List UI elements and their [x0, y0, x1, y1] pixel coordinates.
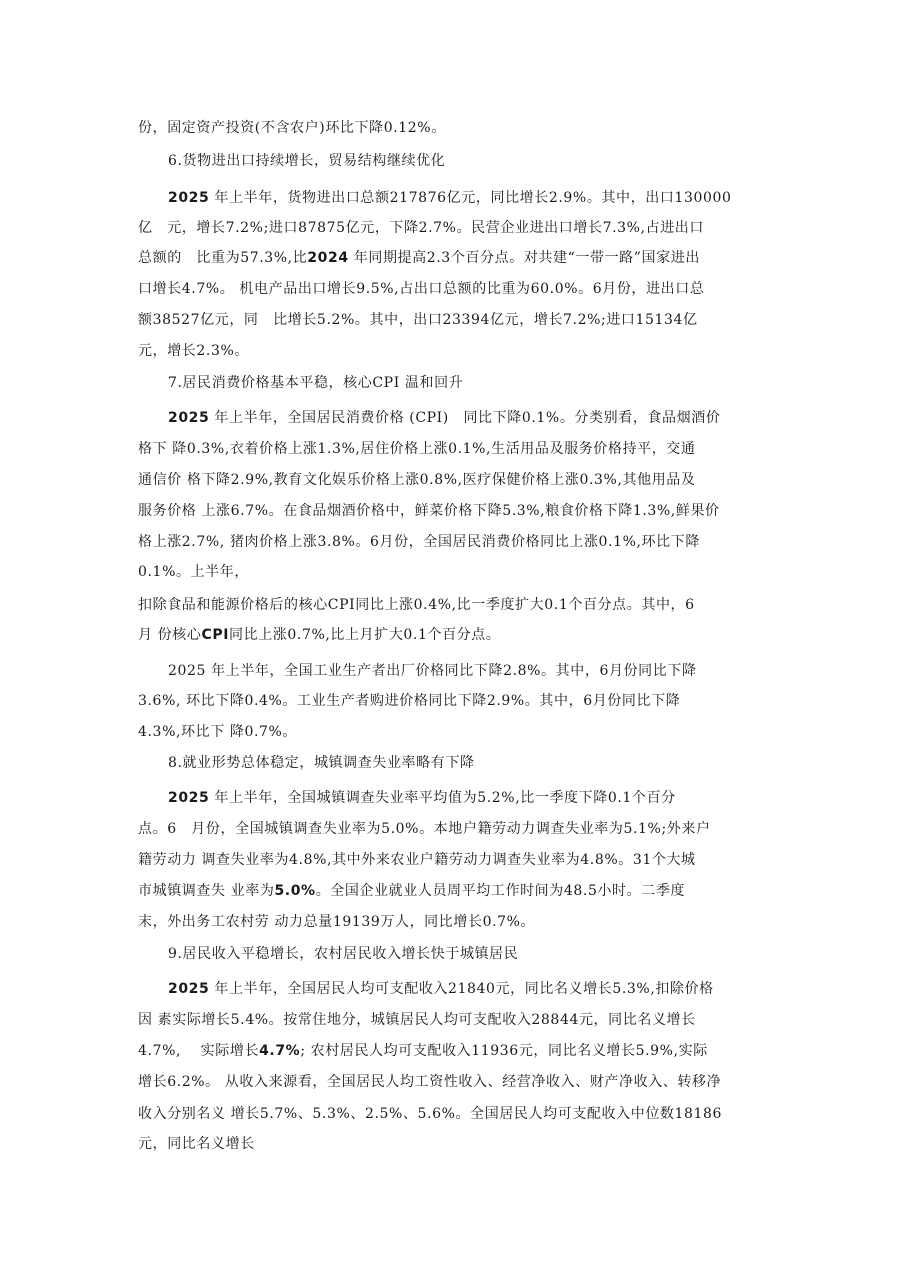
- rate-bold: 4.7%: [259, 1043, 301, 1059]
- paragraph-line: 元，同比名义增长: [138, 1136, 255, 1152]
- paragraph-line: 格上涨2.7%, 猪肉价格上涨3.8%。6月份，全国居民消费价格同比上涨0.1%,环比下降: [138, 534, 700, 550]
- paragraph-line: 2025 年上半年，全国居民人均可支配收入21840元，同比名义增长5.3%,扣除价格: [168, 981, 714, 997]
- paragraph-line: 2025 年上半年，货物进出口总额217876亿元，同比增长2.9%。其中，出口130000: [168, 190, 732, 206]
- paragraph-line: 籍劳动力 调查失业率为4.8%,其中外来农业户籍劳动力调查失业率为4.8%。31个大城: [138, 852, 696, 868]
- paragraph-line: 4.3%,环比下 降0.7%。: [138, 724, 298, 740]
- section-heading: 8.就业形势总体稳定，城镇调查失业率略有下降: [168, 755, 475, 771]
- year-bold: 2025: [168, 410, 210, 426]
- paragraph-line: 2025 年上半年，全国工业生产者出厂价格同比下降2.8%。其中，6月份同比下降: [168, 663, 697, 679]
- paragraph-line: 市城镇调查失 业率为5.0%。全国企业就业人员周平均工作时间为48.5小时。二季度: [138, 883, 686, 899]
- year-bold: 2025: [168, 790, 210, 806]
- paragraph-line: 份，固定资产投资(不含农户)环比下降0.12%。: [138, 120, 446, 136]
- year-bold: 2025: [168, 981, 210, 997]
- paragraph-line: 额38527亿元，同 比增长5.2%。其中，出口23394亿元，增长7.2%;进口15134亿: [138, 312, 698, 328]
- paragraph-line: 总额的 比重为57.3%,比2024 年同期提高2.3个百分点。对共建“一带一路”国家进出: [138, 250, 700, 266]
- year-bold: 2024: [307, 250, 349, 266]
- paragraph-line: 末，外出务工农村劳 动力总量19139万人，同比增长0.7%。: [138, 914, 536, 930]
- cpi-bold: CPI: [201, 627, 229, 643]
- paragraph-line: 月 份核心CPI同比上涨0.7%,比上月扩大0.1个百分点。: [138, 627, 501, 643]
- paragraph-line: 口增长4.7%。 机电产品出口增长9.5%,占出口总额的比重为60.0%。6月份，进出口总: [138, 281, 705, 297]
- paragraph-line: 通信价 格下降2.9%,教育文化娱乐价格上涨0.8%,医疗保健价格上涨0.3%,其他用品及: [138, 472, 696, 488]
- paragraph-line: 0.1%。上半年，: [138, 564, 249, 580]
- paragraph-line: 4.7%, 实际增长4.7%; 农村居民人均可支配收入11936元，同比名义增长5.9%,实际: [138, 1043, 708, 1059]
- paragraph-line: 3.6%, 环比下降0.4%。工业生产者购进价格同比下降2.9%。其中，6月份同比下降: [138, 693, 681, 709]
- paragraph-line: 2025 年上半年，全国居民消费价格 (CPI) 同比下降0.1%。分类别看，食品烟酒价: [168, 410, 721, 426]
- paragraph-line: 扣除食品和能源价格后的核心CPI同比上涨0.4%,比一季度扩大0.1个百分点。其中，6: [138, 597, 695, 613]
- paragraph-line: 因 素实际增长5.4%。按常住地分，城镇居民人均可支配收入28844元，同比名义增长: [138, 1012, 696, 1028]
- paragraph-line: 元，增长2.3%。: [138, 343, 249, 359]
- rate-bold: 5.0%: [274, 883, 316, 899]
- paragraph-line: 增长6.2%。 从收入来源看，全国居民人均工资性收入、经营净收入、财产净收入、转移净: [138, 1074, 722, 1090]
- paragraph-line: 收入分别名义 增长5.7%、5.3%、2.5%、5.6%。全国居民人均可支配收入中位数18186: [138, 1106, 723, 1122]
- paragraph-line: 服务价格 上涨6.7%。在食品烟酒价格中，鲜菜价格下降5.3%,粮食价格下降1.3%,鲜果价: [138, 503, 720, 519]
- section-heading: 9.居民收入平稳增长，农村居民收入增长快于城镇居民: [168, 946, 519, 962]
- paragraph-line: 点。6 月份，全国城镇调查失业率为5.0%。本地户籍劳动力调查失业率为5.1%;外来户: [138, 821, 711, 837]
- year-bold: 2025: [168, 190, 210, 206]
- section-heading: 6.货物进出口持续增长，贸易结构继续优化: [168, 153, 446, 169]
- section-heading: 7.居民消费价格基本平稳，核心CPI 温和回升: [168, 375, 464, 391]
- paragraph-line: 亿 元，增长7.2%;进口87875亿元，下降2.7%。民营企业进出口增长7.3%,占进出口: [138, 220, 705, 236]
- paragraph-line: 2025 年上半年，全国城镇调查失业率平均值为5.2%,比一季度下降0.1个百分: [168, 790, 676, 806]
- paragraph-line: 格下 降0.3%,衣着价格上涨1.3%,居住价格上涨0.1%,生活用品及服务价格持平，交通: [138, 441, 696, 457]
